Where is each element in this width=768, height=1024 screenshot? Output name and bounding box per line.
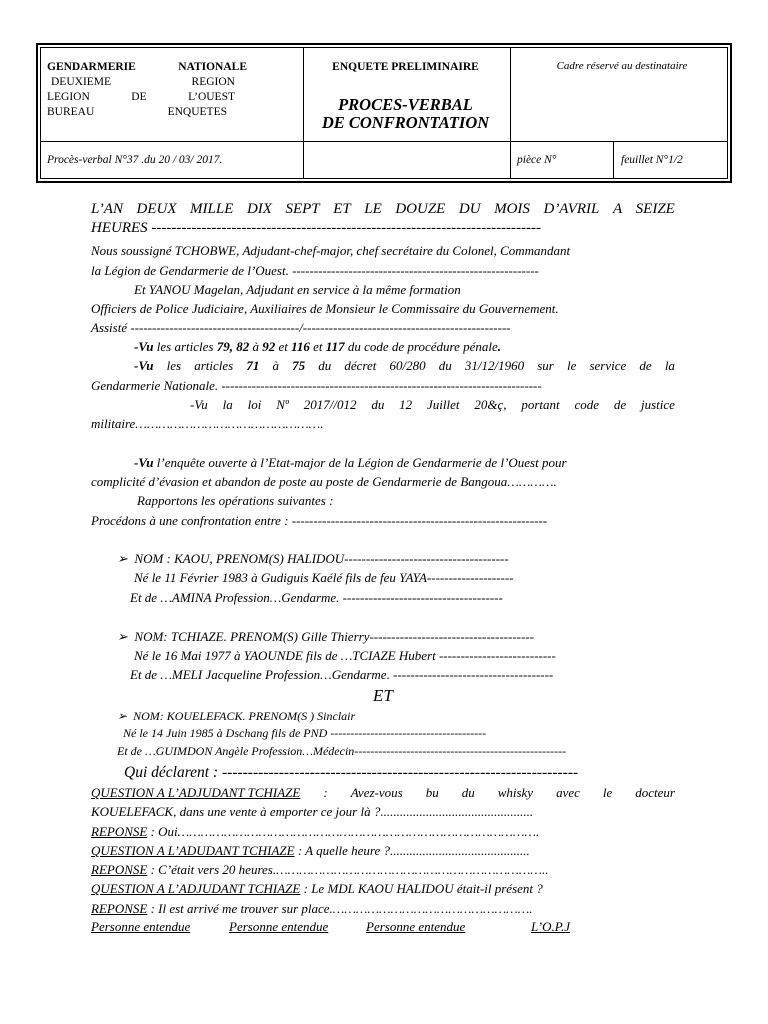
word: Nº (276, 397, 289, 412)
word: : (323, 785, 328, 800)
document-title: PROCES-VERBAL DE CONFRONTATION (321, 95, 490, 132)
word: décret (344, 358, 377, 373)
question-1-cont: KOUELEFACK, dans une vente à emporter ce jour là ?............................................... (91, 804, 534, 819)
word: D’AVRIL (543, 201, 600, 217)
word: articles (194, 358, 234, 373)
answer-2: REPONSE : C’était vers 20 heures.…………………………………………………………….. (91, 862, 549, 877)
enquete-label: ENQUETE PRELIMINAIRE (332, 61, 479, 73)
word: MILLE (190, 201, 234, 217)
word: bu (425, 785, 439, 800)
person-1-name: ➢ NOM : KAOU, PRENOM(S) HALIDOU-------------------------------------- (117, 551, 509, 566)
word: la (222, 397, 233, 412)
word: le (602, 785, 613, 800)
person-3-parents: Et de …GUIMDON Angèle Profession…Médecin----------------------------------------------------- (117, 744, 567, 758)
bullet-arrow-icon: ➢ (117, 629, 128, 644)
word: docteur (635, 785, 675, 800)
word: whisky (497, 785, 534, 800)
agency-block: GENDARMERIE NATIONALE DEUXIEME REGION LEGION DE L’OUEST BUREAU ENQUETES (47, 61, 247, 118)
word: avec (556, 785, 580, 800)
person-1-birth: Né le 11 Février 1983 à Gudiguis Kaélé fils de feu YAYA-------------------- (134, 570, 514, 585)
person-1-parents: Et de …AMINA Profession…Gendarme. ------------------------------------- (130, 590, 503, 605)
word: du (318, 358, 332, 373)
bullet-arrow-icon: ➢ (117, 551, 128, 566)
word: les (166, 358, 182, 373)
header-divider (613, 141, 614, 178)
piece-number: pièce N° (517, 154, 557, 166)
word: sur (537, 358, 554, 373)
officer-line-cont: la Légion de Gendarmerie de l’Ouest. --------------------------------------------------------- (91, 263, 539, 278)
officer-line: Nous soussigné TCHOBWE, Adjudant-chef-major, chef secrétaire du Colonel, Commandant (91, 243, 571, 258)
word: ET (333, 201, 351, 217)
question-label: QUESTION A L’ADJUDANT TCHIAZE (91, 785, 301, 800)
signature-person-2: Personne entendue (229, 919, 329, 934)
pv-number: Procès-verbal N°37 .du 20 / 03/ 2017. (47, 154, 223, 166)
declare-line: Qui déclarent : --------------------------------------------------------------------- (124, 764, 579, 781)
legal-basis-4-cont: complicité d’évasion et abandon de poste au poste de Gendarmerie de Bangoua…………. (91, 474, 557, 489)
word: MOIS (494, 201, 530, 217)
word: LE (364, 201, 382, 217)
word: 20&ç, (474, 397, 507, 412)
word: Avez-vous (350, 785, 403, 800)
signature-person-3: Personne entendue (366, 919, 466, 934)
bullet-arrow-icon: ➢ (117, 709, 128, 723)
word: de (613, 397, 627, 412)
word: 75 (292, 358, 306, 373)
person-2-parents: Et de …MELI Jacqueline Profession…Gendarme. ------------------------------------- (130, 667, 554, 682)
operations-line: Rapportons les opérations suivantes : (137, 493, 334, 508)
word: 60/280 (389, 358, 426, 373)
word: SEPT (285, 201, 320, 217)
confrontation-line: Procédons à une confrontation entre : ----------------------------------------------------------- (91, 513, 548, 528)
word: DEUX (136, 201, 177, 217)
word: -Vu (190, 397, 208, 412)
word: loi (247, 397, 262, 412)
person-2-birth: Né le 16 Mai 1977 à YAOUNDE fils de …TCIAZE Hubert --------------------------- (134, 648, 556, 663)
word: DOUZE (395, 201, 446, 217)
word: à (272, 358, 279, 373)
word: L’AN (91, 201, 123, 217)
answer-3: REPONSE : Il est arrivé me trouver sur place.……………………………………………. (91, 901, 533, 916)
recipient-box: Cadre réservé au destinataire (556, 60, 688, 72)
word: du (371, 397, 385, 412)
date-line (91, 201, 675, 218)
word: le (566, 358, 577, 373)
person-3-birth: Né le 14 Juin 1985 à Dschang fils de PND --------------------------------------- (123, 726, 487, 740)
assisted-line: Assisté ---------------------------------------/------------------------------------------------ (91, 320, 511, 335)
signature-opj: L’O.P.J (531, 919, 570, 934)
word: Juillet (427, 397, 460, 412)
legal-basis-2-cont: Gendarmerie Nationale. -------------------------------------------------------------------------- (91, 378, 542, 393)
word: du (438, 358, 452, 373)
legal-basis-2 (134, 358, 675, 374)
word: 12 (399, 397, 413, 412)
person-3-name: ➢ NOM: KOUELEFACK. PRENOM(S ) Sinclair (117, 709, 356, 723)
word: 71 (246, 358, 260, 373)
word: code (574, 397, 600, 412)
word: 31/12/1960 (464, 358, 525, 373)
legal-basis-3 (190, 397, 675, 413)
second-officer: Et YANOU Magelan, Adjudant en service à la même formation (134, 282, 461, 297)
header-inner (40, 47, 728, 179)
word: de (639, 358, 652, 373)
legal-basis-3-cont: militaire…………………………………………. (91, 416, 324, 431)
word: DIX (246, 201, 272, 217)
and-separator: ET (373, 686, 393, 705)
word: service (589, 358, 627, 373)
header-divider (41, 141, 727, 142)
legal-basis-4: -Vu l’enquête ouverte à l’Etat-major de la Légion de Gendarmerie de l’Ouest pour (134, 455, 567, 470)
word: justice (641, 397, 675, 412)
header-box (36, 43, 732, 183)
word: du (461, 785, 475, 800)
word: -Vu (134, 358, 154, 373)
person-2-name: ➢ NOM: TCHIAZE. PRENOM(S) Gille Thierry-------------------------------------- (117, 629, 534, 644)
word: 2017//012 (303, 397, 357, 412)
date-line-cont: HEURES ------------------------------------------------------------------------------ (91, 220, 542, 236)
officers-role: Officiers de Police Judiciaire, Auxiliaires de Monsieur le Commissaire du Gouvernement. (91, 301, 559, 316)
question-2: QUESTION A L’ADUDANT TCHIAZE : A quelle heure ?........................................... (91, 843, 530, 858)
word: A (612, 201, 623, 217)
answer-1: REPONSE : Oui…………………………………………………………………………………. (91, 824, 540, 839)
signature-person-1: Personne entendue (91, 919, 191, 934)
word: portant (521, 397, 560, 412)
legal-basis-1: -Vu les articles 79, 82 à 92 et 116 et 117 du code de procédure pénale. (134, 339, 502, 354)
question-3: QUESTION A L’ADJUDANT TCHIAZE : Le MDL KAOU HALIDOU était-il présent ? (91, 881, 543, 896)
word: la (664, 358, 675, 373)
question-1 (91, 785, 675, 801)
sheet-number: feuillet N°1/2 (621, 154, 683, 166)
word: DU (458, 201, 481, 217)
word: SEIZE (635, 201, 675, 217)
